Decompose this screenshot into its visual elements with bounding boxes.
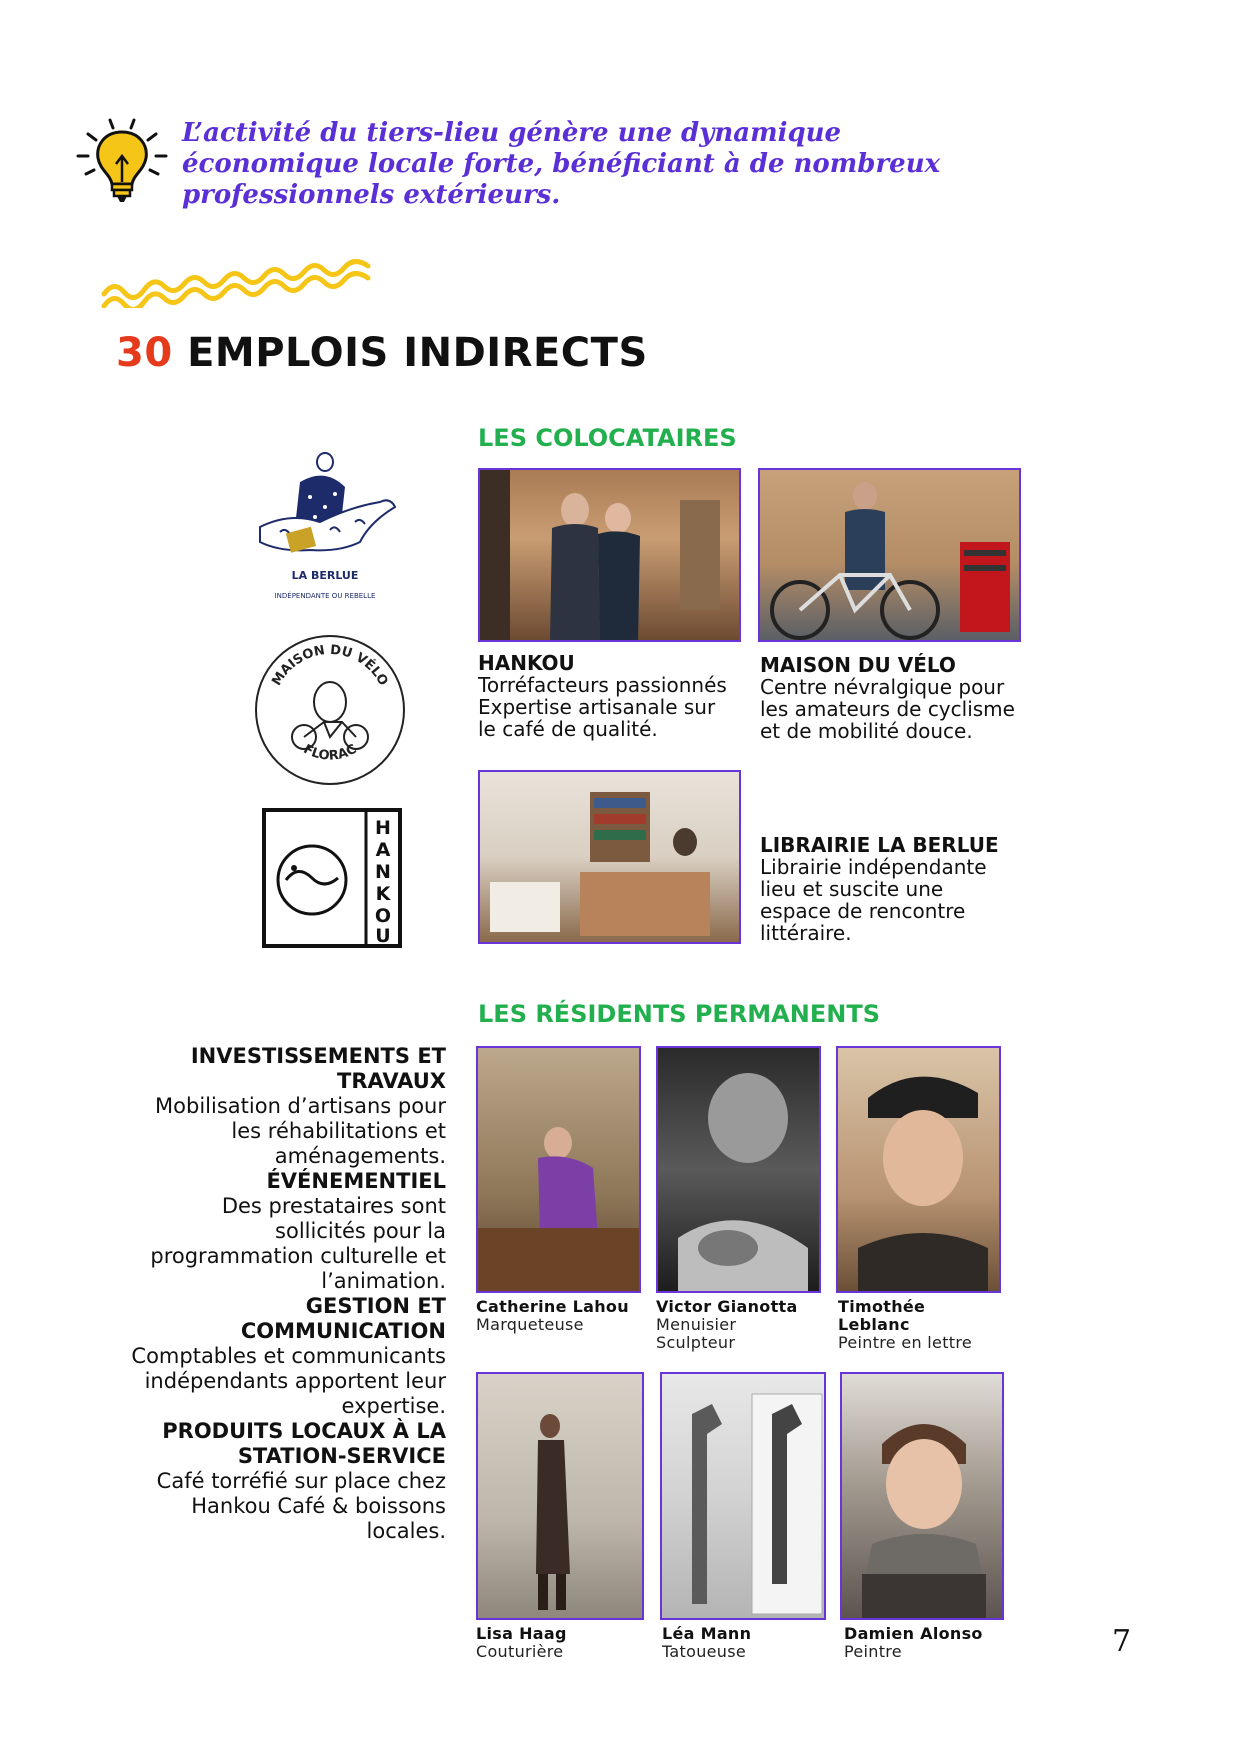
colocataire-card-hankou	[478, 652, 748, 740]
block-heading: GESTION ET	[305, 1294, 446, 1318]
colocataire-desc: espace de rencontre	[760, 899, 966, 923]
resident-name: Catherine Lahou	[476, 1297, 629, 1316]
resident-card-lea	[662, 1625, 832, 1661]
resident-card-catherine	[476, 1298, 646, 1334]
colocataire-desc: le café de qualité.	[478, 717, 658, 741]
resident-role: Couturière	[476, 1642, 564, 1661]
block-text: Mobilisation d’artisans pour	[155, 1094, 446, 1118]
block-text: Comptables et communicants	[131, 1344, 446, 1368]
hankou-letter: O	[374, 905, 392, 927]
block-text: Des prestataires sont	[221, 1194, 446, 1218]
colocataire-desc: lieu et suscite une	[760, 877, 944, 901]
block-heading: STATION-SERVICE	[237, 1444, 446, 1468]
resident-card-lisa	[476, 1625, 646, 1661]
resident-photo-timothee	[836, 1046, 1001, 1293]
resident-name: Damien Alonso	[844, 1624, 983, 1643]
block-heading: TRAVAUX	[337, 1069, 446, 1093]
resident-name: Lisa Haag	[476, 1624, 567, 1643]
block-text: locales.	[366, 1519, 446, 1543]
jobs-label: EMPLOIS INDIRECTS	[187, 330, 648, 376]
hankou-letter: U	[375, 925, 391, 947]
intro-quote	[182, 118, 942, 211]
hankou-letter: N	[375, 861, 391, 883]
resident-card-damien	[844, 1625, 1014, 1661]
block-text: l’animation.	[321, 1269, 446, 1293]
resident-photo-lisa	[476, 1372, 644, 1620]
resident-role: Sculpteur	[656, 1333, 736, 1352]
hankou-letter: H	[375, 817, 391, 839]
hankou-letter: K	[375, 883, 391, 905]
page-number: 7	[1112, 1624, 1132, 1659]
block-heading: COMMUNICATION	[240, 1319, 446, 1343]
resident-name: Léa Mann	[662, 1624, 752, 1643]
block-heading: INVESTISSEMENTS ET	[190, 1044, 446, 1068]
resident-card-victor	[656, 1298, 826, 1352]
resident-card-timothee	[838, 1298, 1008, 1352]
intro-line: professionnels extérieurs.	[182, 180, 561, 210]
colocataire-name: HANKOU	[478, 651, 575, 675]
block-text: les réhabilitations et	[231, 1119, 446, 1143]
resident-name: Leblanc	[838, 1315, 910, 1334]
colocataire-desc: littéraire.	[760, 921, 852, 945]
lightbulb-icon	[72, 112, 172, 212]
block-text: expertise.	[341, 1394, 446, 1418]
resident-role: Peintre en lettre	[838, 1333, 973, 1352]
maison-du-velo-logo	[252, 632, 408, 788]
section-title-residents: LES RÉSIDENTS PERMANENTS	[478, 1000, 880, 1028]
resident-role: Menuisier	[656, 1315, 737, 1334]
block-text: Hankou Café & boissons	[191, 1494, 446, 1518]
colocataire-name: MAISON DU VÉLO	[760, 653, 956, 677]
block-text: sollicités pour la	[275, 1219, 446, 1243]
jobs-count: 30	[116, 330, 173, 376]
yellow-wave-divider	[100, 258, 378, 308]
colocataire-desc: Expertise artisanale sur	[478, 695, 716, 719]
resident-name: Timothée	[838, 1297, 926, 1316]
maison-du-velo-photo	[758, 468, 1021, 642]
resident-name: Victor Gianotta	[656, 1297, 798, 1316]
block-text: aménagements.	[274, 1144, 446, 1168]
block-heading: ÉVÉNEMENTIEL	[266, 1169, 446, 1193]
block-heading: PRODUITS LOCAUX À LA	[162, 1419, 446, 1443]
colocataire-desc: Centre névralgique pour	[760, 675, 1005, 699]
resident-photo-damien	[840, 1372, 1004, 1620]
resident-role: Peintre	[844, 1642, 902, 1661]
colocataire-desc: Torréfacteurs passionnés	[478, 673, 727, 697]
hankou-logo	[262, 808, 402, 948]
resident-role: Tatoueuse	[662, 1642, 746, 1661]
intro-line: L’activité du tiers-lieu génère une dynamique	[182, 118, 842, 148]
librairie-la-berlue-photo	[478, 770, 741, 944]
intro-line: économique locale forte, bénéficiant à de nombreux	[182, 149, 941, 179]
block-text: programmation culturelle et	[150, 1244, 446, 1268]
page-title	[116, 330, 648, 376]
maison-du-velo-logo-bottom: FLORAC	[300, 741, 360, 764]
colocataire-desc: et de mobilité douce.	[760, 719, 973, 743]
resident-photo-catherine	[476, 1046, 641, 1293]
resident-photo-lea	[660, 1372, 826, 1620]
la-berlue-logo-subtitle: INDÉPENDANTE OU REBELLE	[274, 592, 376, 600]
block-text: Café torréfié sur place chez	[156, 1469, 446, 1493]
indirect-jobs-list	[90, 1044, 446, 1544]
hankou-photo	[478, 468, 741, 642]
maison-du-velo-logo-top: MAISON DU VÉLO	[269, 642, 391, 689]
resident-role: Marqueteuse	[476, 1315, 584, 1334]
block-text: indépendants apportent leur	[144, 1369, 446, 1393]
resident-photo-victor	[656, 1046, 821, 1293]
la-berlue-logo-title: LA BERLUE	[291, 569, 359, 582]
hankou-letter: A	[375, 839, 391, 861]
colocataire-card-librairie	[760, 834, 1030, 944]
la-berlue-logo	[240, 452, 410, 612]
colocataire-card-velo	[760, 654, 1030, 742]
colocataire-name: LIBRAIRIE LA BERLUE	[760, 833, 999, 857]
colocataire-desc: les amateurs de cyclisme	[760, 697, 1015, 721]
colocataire-desc: Librairie indépendante	[760, 855, 987, 879]
section-title-colocataires: LES COLOCATAIRES	[478, 424, 737, 452]
